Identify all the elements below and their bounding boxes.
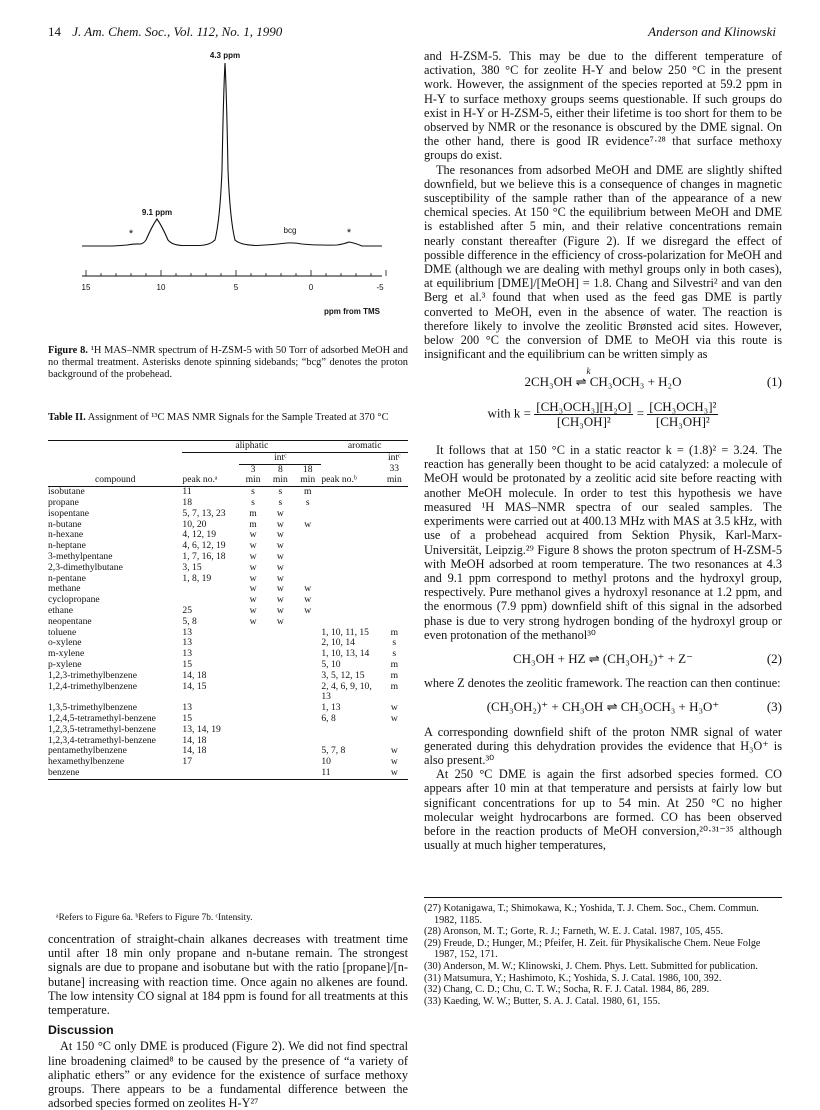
table-row — [48, 509, 408, 520]
int-18min-cell — [294, 563, 321, 574]
table-head-int-arom: intᶜ — [388, 451, 401, 463]
aromatic-peak-cell — [321, 509, 380, 520]
aromatic-peak-cell: 1, 13 — [321, 702, 341, 714]
int-3min-cell: m — [249, 518, 257, 530]
int-8min-cell: s — [278, 486, 283, 498]
compound-cell: benzene — [48, 766, 80, 778]
int-8min-cell — [267, 628, 294, 639]
aromatic-peak-cell — [321, 595, 380, 606]
aromatic-peak-cell — [321, 574, 380, 585]
running-header-left — [48, 24, 282, 40]
int-18min-cell — [294, 509, 321, 520]
int-18min-cell — [294, 671, 321, 682]
int-3min-cell: w — [249, 604, 257, 616]
equation-1-k: k — [586, 366, 591, 377]
table-head-min: min — [386, 474, 402, 486]
peak-cell: 14, 18 — [182, 669, 207, 681]
reference-item: (30) Anderson, M. W.; Klinowski, J. Chem. Phys. Lett. Submitted for publication. — [424, 960, 758, 972]
table-row — [48, 520, 408, 531]
int-3min-cell — [239, 628, 266, 639]
running-header-authors: Anderson and Klinowski — [648, 24, 776, 39]
compound-cell: isobutane — [48, 486, 85, 498]
aromatic-int-cell — [381, 498, 408, 509]
int-8min-cell: w — [276, 583, 284, 595]
int-3min-cell: w — [249, 594, 257, 606]
int-18min-cell — [294, 649, 321, 660]
aromatic-int-cell — [381, 595, 408, 606]
table-row — [48, 768, 408, 779]
compound-cell: isopentane — [48, 507, 90, 519]
compound-cell: 3-methylpentane — [48, 550, 113, 562]
section-heading-discussion: Discussion — [48, 1023, 114, 1038]
int-3min-cell — [239, 714, 266, 725]
compound-cell: hexamethylbenzene — [48, 756, 125, 768]
aromatic-int-cell — [381, 606, 408, 617]
int-3min-cell: w — [249, 583, 257, 595]
axis-tick-label: -5 — [376, 283, 384, 292]
equation-3-body: (CH₃OH₂)⁺ + CH₃OH ⇌ CH₃OCH₃ + H₃O⁺ — [486, 699, 720, 715]
table-caption-label: Table II. — [48, 412, 86, 423]
int-8min-cell: w — [276, 561, 284, 573]
aromatic-peak-cell — [321, 563, 380, 574]
table-row — [48, 757, 408, 768]
int-18min-cell — [294, 660, 321, 671]
nmr-spectrum-figure — [82, 50, 392, 340]
int-18min-cell — [294, 757, 321, 768]
reference-item: (31) Matsumura, Y.; Hashimoto, K.; Yoshida, S. J. Catal. 1986, 100, 392. — [424, 972, 722, 984]
int-18min-cell — [294, 628, 321, 639]
table-footnote: ᵃRefers to Figure 6a. ᵇRefers to Figure 7b. ᶜIntensity. — [56, 913, 253, 923]
int-8min-cell: w — [276, 518, 284, 530]
table-caption-text: Assignment of ¹³C MAS NMR Signals for the Sample Treated at 370 °C — [87, 412, 389, 423]
sideband-star-left: * — [128, 228, 134, 240]
table-row — [48, 563, 408, 574]
reference-item: (33) Kaeding, W. W.; Butter, S. A. J. Catal. 1980, 61, 155. — [424, 995, 661, 1007]
int-3min-cell — [239, 671, 266, 682]
sideband-star-right: * — [346, 227, 352, 239]
axis-tick-label: 5 — [233, 283, 239, 292]
figure-caption — [48, 345, 408, 381]
int-8min-cell: w — [276, 594, 284, 606]
int-8min-cell — [267, 725, 294, 736]
compound-cell: 1,2,3,4-tetramethyl-benzene — [48, 734, 156, 746]
aromatic-int-cell — [381, 552, 408, 563]
table-row — [48, 682, 408, 704]
aromatic-peak-cell: 10 — [321, 756, 331, 768]
paragraph: and H-ZSM-5. This may be due to the different temperature of activation, 380 °C for zeolite H-Y and below 250 °C in the present work. However, the assignment of the species reported at 59.2 ppm in H-Y to surface methoxy groups seems questionable. If such groups do exist in H-Y or H-ZSM-5, either their lifetime is too short for them to be observed by NMR or the resonance is obscured by the DME signal. On the other hand, there is good IR evidence⁷·²⁸ that surface methoxy groups do exist. — [424, 49, 782, 163]
equation-2 — [424, 652, 782, 666]
int-3min-cell — [239, 746, 266, 757]
aromatic-int-cell: s — [392, 637, 397, 649]
int-8min-cell — [267, 660, 294, 671]
aromatic-int-cell: w — [390, 702, 398, 714]
table-head-min: min — [300, 474, 316, 486]
figure-caption-label: Figure 8. — [48, 345, 88, 356]
int-8min-cell — [267, 736, 294, 747]
peak-cell: 13 — [182, 702, 193, 714]
table-head-min: min — [245, 474, 261, 486]
aromatic-peak-cell: 1, 10, 11, 15 — [321, 626, 369, 638]
int-18min-cell — [294, 682, 321, 704]
peak-cell: 13 — [182, 626, 193, 638]
int-3min-cell — [239, 660, 266, 671]
axis-title: ppm from TMS — [324, 307, 380, 316]
peak-cell: 13 — [182, 648, 193, 660]
aromatic-int-cell — [381, 509, 408, 520]
axis-tick-label: 10 — [156, 283, 166, 292]
aromatic-peak-cell: 5, 10 — [321, 658, 341, 670]
int-3min-cell: w — [249, 529, 257, 541]
int-8min-cell — [267, 746, 294, 757]
int-18min-cell: w — [304, 518, 312, 530]
aromatic-peak-cell: 5, 7, 8 — [321, 745, 346, 757]
journal-citation: J. Am. Chem. Soc., Vol. 112, No. 1, 1990 — [72, 24, 283, 39]
int-3min-cell — [239, 682, 266, 704]
int-3min-cell — [239, 649, 266, 660]
aromatic-int-cell — [381, 487, 408, 498]
int-18min-cell: m — [303, 486, 312, 498]
paragraph: At 150 °C only DME is produced (Figure 2). We did not find spectral line broadening claimed⁸ to be caused by the presence of “a variety of aliphatic ethers” or any evidence for the existence of surface methoxy groups. There appears to be a fundamental difference between the adsorbed species formed on zeolites H-Y²⁷ — [48, 1039, 408, 1110]
compound-cell: neopentane — [48, 615, 92, 627]
equation-k — [424, 400, 782, 429]
peak-cell: 14, 15 — [182, 680, 207, 692]
int-18min-cell — [294, 725, 321, 736]
compound-cell: ethane — [48, 604, 74, 616]
table-head-int: intᶜ — [239, 452, 321, 464]
int-8min-cell — [267, 714, 294, 725]
int-8min-cell — [267, 703, 294, 714]
peak-cell: 13, 14, 19 — [182, 723, 221, 735]
fraction-1 — [534, 400, 633, 429]
peak-cell: 5, 7, 13, 23 — [182, 507, 226, 519]
table-head-time: 3 — [250, 463, 256, 475]
equation-2-body: CH₃OH + HZ ⇌ (CH₃OH₂)⁺ + Z⁻ — [513, 650, 693, 666]
int-18min-cell: w — [304, 583, 312, 595]
int-18min-cell — [294, 530, 321, 541]
aromatic-peak-cell: 6, 8 — [321, 712, 336, 724]
axis-tick-label: 0 — [308, 283, 314, 292]
table-head-aromatic: aromatic — [321, 441, 408, 453]
aromatic-peak-cell — [321, 498, 380, 509]
int-18min-cell: w — [304, 594, 312, 606]
aromatic-peak-cell: 1, 10, 13, 14 — [321, 648, 370, 660]
aromatic-peak-cell: 11 — [321, 766, 331, 778]
table-row — [48, 584, 408, 595]
fraction-1-numerator: [CH₃OCH₃][H₂O] — [536, 398, 632, 414]
table-row — [48, 487, 408, 498]
paragraph: where Z denotes the zeolitic framework. The reaction can then continue: — [424, 676, 781, 691]
peak-cell: 15 — [182, 712, 193, 724]
table-head-compound: compound — [94, 474, 136, 486]
paragraph: concentration of straight-chain alkanes decreases with treatment time until after 18 min only propane and n-butane remain. The strongest signals are due to propane and isobutane but with the ratio [propane]/[n-butane] increasing with reaction time. Once again no alkenes are found. The low intensity CO signal at 184 ppm is found for all treatments at this temperature. — [48, 932, 408, 1018]
aromatic-int-cell: w — [390, 756, 398, 768]
aromatic-peak-cell: 2, 10, 14 — [321, 637, 355, 649]
peak-cell: 4, 12, 19 — [182, 529, 216, 541]
int-18min-cell — [294, 736, 321, 747]
aromatic-peak-cell — [321, 725, 380, 736]
equation-3 — [424, 700, 782, 714]
int-3min-cell: w — [249, 561, 257, 573]
reference-item: (29) Freude, D.; Hunger, M.; Pfeifer, H. Zeit. für Physikalische Chem. Neue Folge 1987, 152, 171. — [424, 937, 761, 961]
int-18min-cell — [294, 746, 321, 757]
table-head-min: min — [272, 474, 288, 486]
aromatic-peak-cell — [321, 606, 380, 617]
int-18min-cell — [294, 552, 321, 563]
int-8min-cell — [267, 757, 294, 768]
table-head-time: 33 — [389, 463, 400, 475]
peak-cell: 17 — [182, 756, 193, 768]
table-row — [48, 606, 408, 617]
int-18min-cell — [294, 703, 321, 714]
axis-tick-label: 15 — [82, 283, 91, 292]
peak-cell: 11 — [182, 486, 192, 498]
compound-cell: pentamethylbenzene — [48, 745, 127, 757]
table-row — [48, 671, 408, 682]
int-8min-cell: w — [276, 604, 284, 616]
figure-caption-text: ¹H MAS–NMR spectrum of H-ZSM-5 with 50 Torr of adsorbed MeOH and no thermal treatment. Asterisks denote spinning sidebands; “bcg” denotes the proton background of the probehead. — [48, 345, 409, 380]
peak-cell: 18 — [182, 496, 193, 508]
reference-item: (27) Kotanigawa, T.; Shimokawa, K.; Yoshida, T. J. Chem. Soc., Chem. Commun. 1982, 1185. — [424, 903, 759, 926]
aromatic-int-cell — [381, 563, 408, 574]
compound-cell: n-hexane — [48, 529, 84, 541]
paragraph: A corresponding downfield shift of the proton NMR signal of water generated during this dehydration provides the evidence that H₃O⁺ is also present.³⁰ — [424, 724, 782, 767]
right-column-text — [424, 49, 782, 852]
compound-cell: n-heptane — [48, 540, 86, 552]
int-18min-cell — [294, 638, 321, 649]
aromatic-int-cell: s — [392, 648, 397, 660]
compound-cell: p-xylene — [48, 658, 82, 670]
int-18min-cell — [294, 714, 321, 725]
table-row — [48, 649, 408, 660]
aromatic-int-cell: w — [390, 712, 398, 724]
with-k-label: with k = — [487, 405, 531, 421]
int-18min-cell — [294, 768, 321, 779]
int-3min-cell: w — [249, 540, 257, 552]
compound-cell: 1,3,5-trimethylbenzene — [48, 702, 137, 714]
peak-cell: 4, 6, 12, 19 — [182, 540, 226, 552]
int-3min-cell: m — [249, 507, 257, 519]
int-8min-cell — [267, 768, 294, 779]
aromatic-int-cell — [381, 617, 408, 628]
int-3min-cell: w — [249, 572, 257, 584]
peak-cell — [182, 768, 239, 779]
int-3min-cell — [239, 703, 266, 714]
peak-cell: 14, 18 — [182, 734, 207, 746]
int-18min-cell — [294, 617, 321, 628]
peak-cell: 13 — [182, 637, 193, 649]
aromatic-int-cell: m — [390, 680, 399, 692]
table-row — [48, 498, 408, 509]
compound-cell: 1,2,3,5-tetramethyl-benzene — [48, 723, 156, 735]
table-row — [48, 595, 408, 606]
aromatic-int-cell — [381, 520, 408, 531]
int-3min-cell — [239, 736, 266, 747]
aromatic-int-cell: w — [390, 766, 398, 778]
compound-cell: 1,2,4,5-tetramethyl-benzene — [48, 712, 156, 724]
aromatic-int-cell: m — [390, 658, 399, 670]
reference-item: (28) Aronson, M. T.; Gorte, R. J.; Farneth, W. E. J. Catal. 1987, 105, 455. — [424, 926, 724, 938]
int-3min-cell — [239, 757, 266, 768]
peak-label-main: 4.3 ppm — [209, 51, 241, 60]
peak-label-second: 9.1 ppm — [141, 208, 173, 217]
equation-3-number: (3) — [766, 699, 782, 715]
assignment-table — [48, 440, 408, 780]
aromatic-int-cell — [381, 574, 408, 585]
spectrum-trace — [82, 63, 382, 246]
int-3min-cell: w — [249, 615, 257, 627]
int-8min-cell: w — [276, 550, 284, 562]
peak-cell: 10, 20 — [182, 518, 207, 530]
fraction-2-denominator: [CH₃OH]² — [655, 413, 710, 429]
paragraph: At 250 °C DME is again the first adsorbed species formed. CO appears after 10 min at that temperature and persists at fairly low but significant concentrations for up to 54 min. At 250 °C no higher molecular weight hydrocarbons are formed. CO has been observed before in the reaction products of MeOH conversion,²⁰·³¹⁻³⁵ although usually at much higher temperatures, — [424, 767, 782, 853]
aromatic-peak-cell — [321, 530, 380, 541]
table-head-peak-arom: peak no.ᵇ — [321, 474, 357, 486]
compound-cell: methane — [48, 583, 81, 595]
aromatic-peak-cell — [321, 520, 380, 531]
aromatic-int-cell — [381, 584, 408, 595]
axis-ticks — [86, 270, 386, 276]
peak-cell: 5, 8 — [182, 615, 197, 627]
compound-cell: n-butane — [48, 518, 82, 530]
compound-cell: 1,2,4-trimethylbenzene — [48, 680, 137, 692]
int-3min-cell: w — [249, 550, 257, 562]
aromatic-int-cell: w — [390, 745, 398, 757]
compound-cell: 2,3-dimethylbutane — [48, 561, 123, 573]
peak-cell: 14, 18 — [182, 745, 207, 757]
table-head-peak: peak no.ᵃ — [182, 474, 218, 486]
int-18min-cell: w — [304, 604, 312, 616]
page-number: 14 — [48, 24, 61, 39]
reference-item: (32) Chang, C. D.; Chu, C. T. W.; Socha, R. F. J. Catal. 1984, 86, 289. — [424, 984, 710, 996]
peak-cell: 3, 15 — [182, 561, 202, 573]
table-row — [48, 530, 408, 541]
int-18min-cell — [294, 541, 321, 552]
int-8min-cell — [267, 682, 294, 704]
equation-1-number: (1) — [766, 374, 782, 390]
table-head-aliphatic: aliphatic — [182, 441, 321, 453]
int-3min-cell — [239, 725, 266, 736]
aromatic-int-cell: m — [390, 669, 399, 681]
compound-cell: 1,2,3-trimethylbenzene — [48, 669, 137, 681]
peak-cell: 25 — [182, 604, 193, 616]
int-8min-cell — [267, 649, 294, 660]
equation-1 — [424, 366, 782, 390]
left-column-text — [48, 932, 408, 1110]
table-row — [48, 725, 408, 736]
aromatic-peak-cell: 3, 5, 12, 15 — [321, 669, 365, 681]
aromatic-int-cell: m — [390, 626, 399, 638]
aromatic-int-cell — [381, 725, 408, 736]
peak-cell: 15 — [182, 658, 193, 670]
int-3min-cell — [239, 768, 266, 779]
int-8min-cell: s — [278, 496, 283, 508]
table-row — [48, 617, 408, 628]
aromatic-int-cell — [381, 530, 408, 541]
fraction-1-denominator: [CH₃OH]² — [556, 413, 611, 429]
fraction-2 — [647, 400, 718, 429]
peak-cell: 1, 8, 19 — [182, 572, 212, 584]
int-18min-cell: s — [305, 496, 310, 508]
peak-cell — [182, 584, 239, 595]
int-8min-cell: w — [276, 615, 284, 627]
int-3min-cell — [239, 638, 266, 649]
compound-cell: m-xylene — [48, 648, 85, 660]
bcg-label: bcg — [283, 226, 297, 235]
aromatic-peak-cell — [321, 617, 380, 628]
int-8min-cell: w — [276, 540, 284, 552]
references-list — [424, 897, 782, 1007]
compound-cell: toluene — [48, 626, 77, 638]
aromatic-int-cell — [381, 541, 408, 552]
compound-cell: o-xylene — [48, 637, 82, 649]
equals-sign: = — [636, 405, 645, 421]
aromatic-peak-cell — [321, 584, 380, 595]
fraction-2-numerator: [CH₃OCH₃]² — [649, 398, 717, 414]
table-caption — [48, 412, 408, 424]
equation-1-body: 2CH₃OH ⇌ CH₃OCH₃ + H₂O — [524, 374, 682, 390]
int-8min-cell — [267, 638, 294, 649]
int-8min-cell: w — [276, 572, 284, 584]
equation-2-number: (2) — [766, 650, 782, 666]
table-head-time: 18 — [302, 463, 313, 475]
int-3min-cell: s — [251, 486, 255, 498]
aromatic-peak-cell — [321, 487, 380, 498]
int-8min-cell: w — [276, 529, 284, 541]
aromatic-peak-cell — [321, 552, 380, 563]
compound-cell: propane — [48, 496, 79, 508]
int-8min-cell — [267, 671, 294, 682]
paragraph: It follows that at 150 °C in a static reactor k = (1.8)² = 3.24. The reaction has generally been thought to be acid catalyzed: a molecule of MeOH would be protonated by a zeolitic acid site before reacting with another MeOH molecule. In order to test this hypothesis we have measured ¹H MAS–NMR spectra of our sealed samples. The experiments were carried out at 400.13 MHz with MAS at 3.5 kHz, with use of a probehead acquired from Sektion Physik, Karl-Marx-Universität, Leipzig.²⁹ Figure 8 shows the proton spectrum of H-ZSM-5 with MeOH adsorbed at room temperature. The two resonances at 4.3 and 9.1 ppm correspond to methyl protons and the hydroxyl group, respectively. Pure methanol gives a hydroxyl resonance at 1.2 ppm, and the enormous (7.9 ppm) downfield shift of this signal in the adsorbed phase is due to very strong hydrogen bonding of the hydroxyl group or even protonation of the methanol³⁰ — [424, 443, 782, 642]
compound-cell: n-pentane — [48, 572, 86, 584]
aromatic-peak-cell — [321, 541, 380, 552]
aromatic-peak-cell: 2, 4, 6, 9, 10, 13 — [321, 680, 372, 703]
int-8min-cell: w — [276, 507, 284, 519]
int-3min-cell: s — [251, 496, 255, 508]
peak-cell: 1, 7, 16, 18 — [182, 550, 226, 562]
table-row — [48, 574, 408, 585]
table-head-time: 8 — [277, 463, 283, 475]
paragraph: The resonances from adsorbed MeOH and DME are slightly shifted downfield, but we believe this is a consequence of changes in magnetic susceptibility of the sample rather than of the appearance of a new chemical species. At 150 °C the equilibrium between MeOH and DME is established after 5 min, and their relative concentrations remain nearly constant thereafter (Figure 2). If we disregard the effect of possible difference in the efficiency of cross-polarization for MeOH and DME (although we are dealing with methyl groups only in both cases), at equilibrium [DME]/[MeOH] = 1.8. Chang and Silvestri² and van den Berg et al.³ found that when used as the feed gas DME is partly converted to MeOH, even in the absence of water. The reaction is therefore likely to involve the zeolitic Brønsted acid sites. However, below 200 °C the conversion of DME to MeOH via this route is insignificant and the equilibrium can be written simply as — [424, 162, 782, 362]
compound-cell: cyclopropane — [48, 594, 100, 606]
